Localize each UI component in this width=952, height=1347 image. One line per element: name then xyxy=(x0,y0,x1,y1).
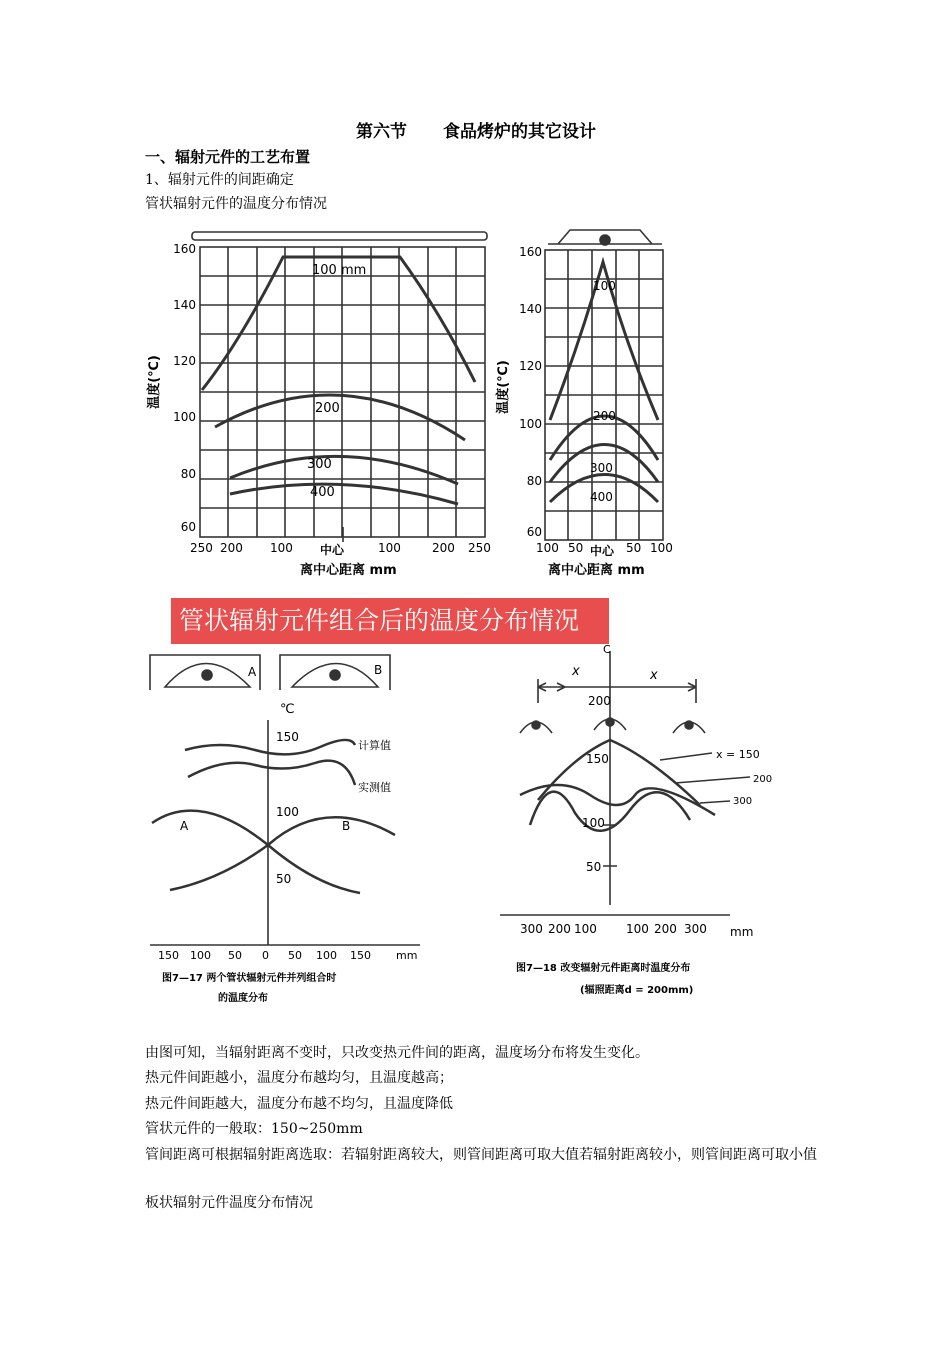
y-unit: ℃ xyxy=(280,702,295,717)
figure-7-18 xyxy=(490,645,790,1015)
figure-tube-temperature-right xyxy=(490,222,690,582)
heater-label-a: A xyxy=(248,665,257,679)
xtick: 100 xyxy=(378,541,401,555)
ytick: 100 xyxy=(276,805,299,819)
figure-caption: 图7—18 改变辐射元件距离时温度分布 xyxy=(516,963,691,974)
curve-label-a: A xyxy=(180,819,189,833)
ytick: 60 xyxy=(180,520,196,534)
ytick: 50 xyxy=(586,860,602,874)
paragraph: 管状元件的一般取：150~250mm xyxy=(145,1121,363,1137)
ytick: 120 xyxy=(519,359,542,373)
dim-x-right: x xyxy=(650,668,658,683)
ytick: 150 xyxy=(276,730,299,744)
dim-x-left: x xyxy=(572,664,580,679)
ytick: 80 xyxy=(180,467,196,481)
paragraph: 板状辐射元件温度分布情况 xyxy=(145,1195,313,1211)
curve-label-200: 200 xyxy=(315,401,340,416)
legend-200: 200 xyxy=(753,774,773,785)
curve-label-400: 400 xyxy=(590,490,613,504)
x-axis-label: 离中心距离 mm xyxy=(548,563,645,578)
subheading-spacing: 1、辐射元件的间距确定 xyxy=(145,172,294,188)
paragraph: 管间距离可根据辐射距离选取：若辐射距离较大，则管间距离可取大值若辐射距离较小，则管间距离可取小值 xyxy=(145,1147,817,1163)
legend-measured: 实测值 xyxy=(358,781,391,794)
xtick: 300 xyxy=(684,922,707,936)
curve-label-400: 400 xyxy=(310,485,335,500)
section-number: 第六节 xyxy=(356,122,407,142)
curve-label-300: 300 xyxy=(590,461,613,475)
y-axis-label: 温度(℃) xyxy=(496,360,511,414)
xtick: 100 xyxy=(536,541,559,555)
x-unit: mm xyxy=(396,949,418,962)
xtick: 250 xyxy=(468,541,491,555)
xtick: 200 xyxy=(432,541,455,555)
curve-label-100: 100 mm xyxy=(312,263,367,278)
curve-label-300: 300 xyxy=(307,457,332,472)
ytick: 120 xyxy=(173,354,196,368)
figure-tube-temperature-left xyxy=(140,222,500,582)
x-axis-label: 离中心距离 mm xyxy=(300,563,397,578)
xtick: 0 xyxy=(262,949,269,962)
ytick: 50 xyxy=(276,872,292,886)
xtick: 100 xyxy=(270,541,293,555)
xtick: 100 xyxy=(316,949,337,962)
xtick: 50 xyxy=(626,541,642,555)
subheading-tube-distribution: 管状辐射元件的温度分布情况 xyxy=(145,196,327,212)
xtick: 200 xyxy=(654,922,677,936)
combined-distribution-banner: 管状辐射元件组合后的温度分布情况 xyxy=(171,598,609,644)
legend-computed: 计算值 xyxy=(358,739,391,752)
xtick: 50 xyxy=(228,949,242,962)
xtick-center: 中心 xyxy=(320,543,345,557)
curve-label-100: 100 xyxy=(593,279,616,293)
figure-7-17 xyxy=(140,645,470,1015)
ytick: 100 xyxy=(173,410,196,424)
legend-x150: x = 150 xyxy=(716,748,760,761)
xtick: 250 xyxy=(190,541,213,555)
curve-label-200: 200 xyxy=(593,409,616,423)
section-name: 食品烤炉的其它设计 xyxy=(443,122,596,142)
xtick-center: 中心 xyxy=(590,544,615,558)
xtick: 50 xyxy=(288,949,302,962)
paragraph: 热元件间距越小，温度分布越均匀，且温度越高； xyxy=(145,1070,453,1086)
xtick: 100 xyxy=(626,922,649,936)
top-unit: C xyxy=(603,645,611,656)
xtick: 200 xyxy=(220,541,243,555)
xtick: 100 xyxy=(190,949,211,962)
x-unit: mm xyxy=(730,925,754,939)
heater-label-b: B xyxy=(374,663,383,677)
xtick: 200 xyxy=(548,922,571,936)
ytick: 100 xyxy=(519,417,542,431)
xtick: 300 xyxy=(520,922,543,936)
dim-200: 200 xyxy=(588,694,611,708)
ytick: 80 xyxy=(526,474,542,488)
xtick: 100 xyxy=(574,922,597,936)
ytick: 140 xyxy=(519,302,542,316)
xtick: 150 xyxy=(158,949,179,962)
ytick: 160 xyxy=(173,242,196,256)
ytick: 150 xyxy=(586,752,609,766)
paragraph: 热元件间距越大，温度分布越不均匀，且温度降低 xyxy=(145,1096,453,1112)
xtick: 50 xyxy=(568,541,584,555)
y-axis-label: 温度(℃) xyxy=(147,355,162,409)
legend-300: 300 xyxy=(733,796,753,807)
ytick: 100 xyxy=(582,816,605,830)
ytick: 140 xyxy=(173,298,196,312)
figure-caption: 图7—17 两个管状辐射元件并列组合时 xyxy=(162,973,337,984)
heading-layout: 一、辐射元件的工艺布置 xyxy=(145,148,311,166)
xtick: 100 xyxy=(650,541,673,555)
ytick: 160 xyxy=(519,245,542,259)
ytick: 60 xyxy=(526,525,542,539)
figure-caption-cont: 的温度分布 xyxy=(218,993,268,1004)
curve-label-b: B xyxy=(342,819,351,833)
xtick: 150 xyxy=(350,949,371,962)
figure-caption-cont: (辐照距离d = 200mm) xyxy=(580,985,694,996)
section-title xyxy=(0,117,952,142)
paragraph: 由图可知，当辐射距离不变时，只改变热元件间的距离，温度场分布将发生变化。 xyxy=(145,1045,649,1061)
